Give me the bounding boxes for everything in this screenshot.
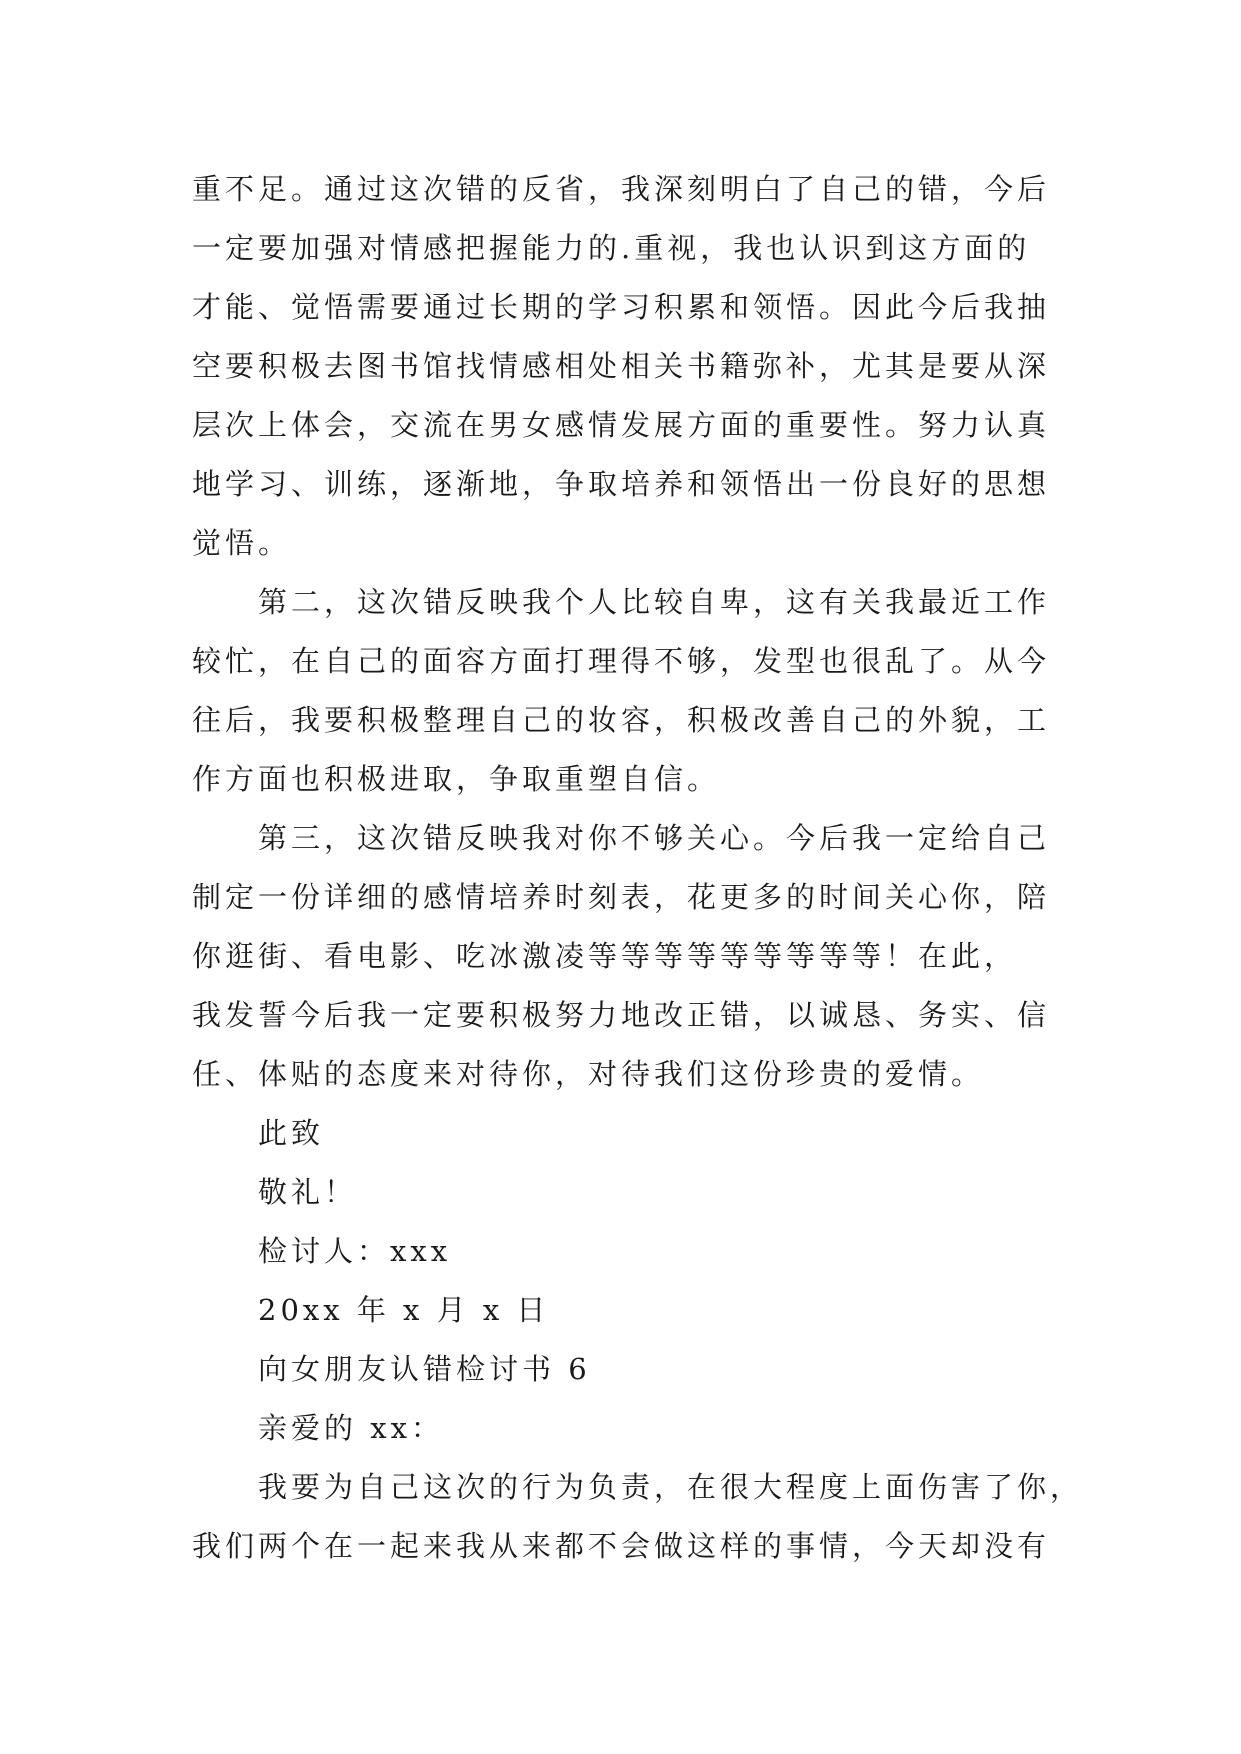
paragraph-line: 我要为自己这次的行为负责，在很大程度上面伤害了你， (258, 1470, 1084, 1504)
paragraph-line: 第三，这次错反映我对你不够关心。今后我一定给自己 (258, 821, 1051, 855)
closing-salutation: 此致 (258, 1116, 325, 1150)
paragraph-line: 我们两个在一起来我从来都不会做这样的事情，今天却没有 (192, 1529, 1051, 1563)
paragraph-line: 第二，这次错反映我个人比较自卑，这有关我最近工作 (258, 585, 1051, 619)
signer-line: 检讨人：xxx (258, 1234, 452, 1268)
paragraph-line: 我发誓今后我一定要积极努力地改正错，以诚恳、务实、信 (192, 998, 1051, 1032)
paragraph-line: 空要积极去图书馆找情感相处相关书籍弥补，尤其是要从深 (192, 349, 1051, 383)
paragraph-line: 觉悟。 (192, 526, 292, 560)
paragraph-line: 才能、觉悟需要通过长期的学习积累和领悟。因此今后我抽 (192, 290, 1051, 324)
date-line: 20xx 年 x 月 x 日 (258, 1293, 550, 1327)
closing-regards: 敬礼！ (258, 1175, 358, 1209)
paragraph-line: 重不足。通过这次错的反省，我深刻明白了自己的错，今后 (192, 172, 1051, 206)
paragraph-line: 作方面也积极进取，争取重塑自信。 (192, 762, 721, 796)
section-title: 向女朋友认错检讨书 6 (258, 1352, 591, 1386)
paragraph-line: 较忙，在自己的面容方面打理得不够，发型也很乱了。从今 (192, 644, 1051, 678)
paragraph-line: 层次上体会，交流在男女感情发展方面的重要性。努力认真 (192, 408, 1051, 442)
paragraph-line: 地学习、训练，逐渐地，争取培养和领悟出一份良好的思想 (192, 467, 1051, 501)
paragraph-line: 制定一份详细的感情培养时刻表，花更多的时间关心你，陪 (192, 880, 1051, 914)
paragraph-line: 一定要加强对情感把握能力的.重视，我也认识到这方面的 (192, 231, 1031, 265)
paragraph-line: 往后，我要积极整理自己的妆容，积极改善自己的外貌，工 (192, 703, 1051, 737)
paragraph-line: 任、体贴的态度来对待你，对待我们这份珍贵的爱情。 (192, 1057, 985, 1091)
greeting-line: 亲爱的 xx： (258, 1411, 444, 1445)
paragraph-line: 你逛街、看电影、吃冰激凌等等等等等等等等等！在此， (192, 939, 1018, 973)
document-body (192, 160, 1084, 1576)
